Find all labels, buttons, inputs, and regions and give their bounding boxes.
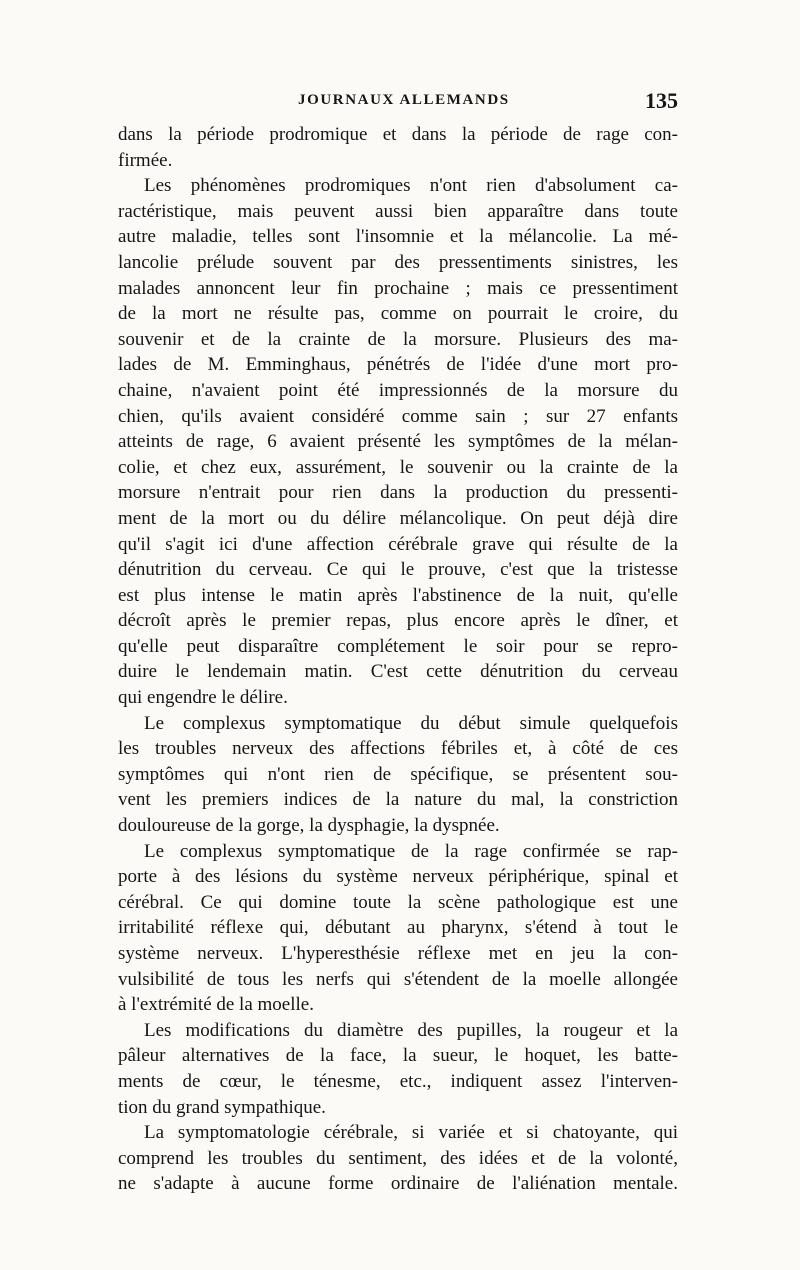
text-line: souvenir et de la crainte de la morsure. Plusieurs des ma- — [118, 328, 678, 350]
text-line: qu'il s'agit ici d'une affection cérébrale grave qui résulte de la — [118, 533, 678, 555]
text-line: symptômes qui n'ont rien de spécifique, se présentent sou- — [118, 763, 678, 785]
text-line: ne s'adapte à aucune forme ordinaire de l'aliénation mentale. — [118, 1173, 678, 1195]
text-line: vent les premiers indices de la nature du mal, la constriction — [118, 789, 678, 811]
body-text — [118, 122, 678, 1197]
text-line: comprend les troubles du sentiment, des idées et de la volonté, — [118, 1147, 678, 1169]
text-line: Le complexus symptomatique du début simule quelquefois — [144, 712, 678, 734]
text-line: de la mort ne résulte pas, comme on pourrait le croire, du — [118, 303, 678, 325]
text-line: tion du grand sympathique. — [118, 1096, 326, 1118]
text-line: La symptomatologie cérébrale, si variée et si chatoyante, qui — [144, 1122, 678, 1144]
text-line: système nerveux. L'hyperesthésie réflexe met en jeu la con- — [118, 943, 678, 964]
text-line: pâleur alternatives de la face, la sueur, le hoquet, les batte- — [118, 1045, 678, 1067]
text-line: atteints de rage, 6 avaient présenté les symptômes de la mélan- — [118, 431, 678, 453]
text-line: porte à des lésions du système nerveux périphérique, spinal et — [118, 866, 678, 888]
text-line: décroît après le premier repas, plus encore après le dîner, et — [118, 610, 678, 632]
text-line: lancolie prélude souvent par des pressentiments sinistres, les — [118, 251, 678, 273]
text-line: Les phénomènes prodromiques n'ont rien d'absolument ca- — [144, 175, 678, 197]
text-line: morsure n'entrait pour rien dans la production du pressenti- — [118, 482, 678, 504]
text-line: Les modifications du diamètre des pupilles, la rougeur et la — [144, 1019, 678, 1041]
text-line: irritabilité réflexe qui, débutant au pharynx, s'étend à tout le — [118, 917, 678, 939]
page-header — [118, 88, 678, 118]
running-title: JOURNAUX ALLEMANDS — [298, 92, 510, 108]
text-line: cérébral. Ce qui domine toute la scène pathologique est une — [118, 891, 678, 913]
text-line: qui engendre le délire. — [118, 687, 288, 709]
text-line: ractéristique, mais peuvent aussi bien apparaître dans toute — [118, 200, 678, 222]
text-line: ments de cœur, le ténesme, etc., indiquent assez l'interven- — [118, 1070, 678, 1092]
text-line: Le complexus symptomatique de la rage confirmée se rap- — [144, 840, 678, 862]
text-line: chaine, n'avaient point été impressionnés de la morsure du — [118, 379, 678, 401]
text-line: autre maladie, telles sont l'insomnie et la mélancolie. La mé- — [118, 226, 678, 248]
text-line: dans la période prodromique et dans la période de rage con- — [118, 124, 678, 145]
text-line: chien, qu'ils avaient considéré comme sain ; sur 27 enfants — [118, 405, 678, 427]
text-line: duire le lendemain matin. C'est cette dénutrition du cerveau — [118, 661, 678, 683]
text-line: à l'extrémité de la moelle. — [118, 994, 314, 1016]
text-line: firmée. — [118, 149, 173, 171]
text-line: qu'elle peut disparaître complétement le soir pour se repro- — [118, 635, 678, 657]
text-line: vulsibilité de tous les nerfs qui s'étendent de la moelle allongée — [118, 968, 678, 990]
text-line: malades annoncent leur fin prochaine ; mais ce pressentiment — [118, 277, 678, 299]
text-line: douloureuse de la gorge, la dysphagie, la dyspnée. — [118, 815, 500, 837]
text-line: colie, et chez eux, assurément, le souvenir ou la crainte de la — [118, 456, 678, 478]
text-line: ment de la mort ou du délire mélancolique. On peut déjà dire — [118, 507, 678, 529]
text-line: est plus intense le matin après l'abstinence de la nuit, qu'elle — [118, 584, 678, 606]
text-line: lades de M. Emminghaus, pénétrés de l'idée d'une mort pro- — [118, 354, 678, 376]
page-number: 135 — [645, 88, 678, 113]
text-line: dénutrition du cerveau. Ce qui le prouve, c'est que la tristesse — [118, 559, 678, 581]
text-line: les troubles nerveux des affections fébriles et, à côté de ces — [118, 738, 678, 760]
